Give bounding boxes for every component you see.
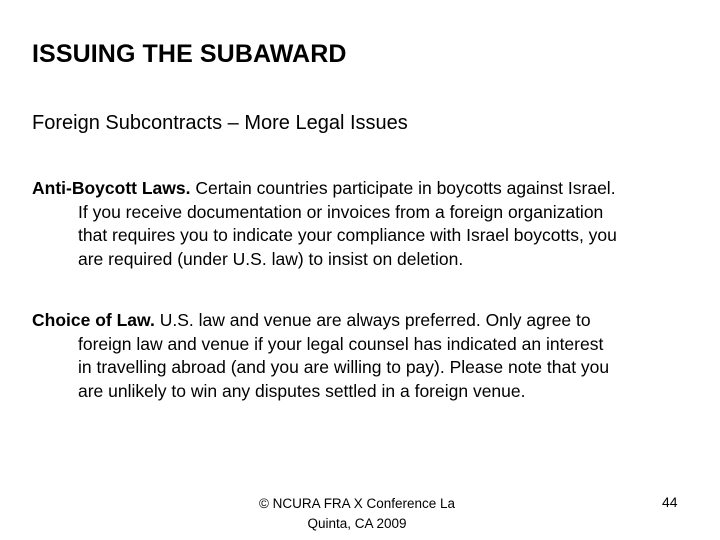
paragraph-choice-of-law [32,309,692,403]
paragraph-first-line [32,177,692,201]
paragraph-text: are required (under U.S. law) to insist on deletion. [78,248,464,269]
paragraph-text: U.S. law and venue are always preferred. Only agree to [154,310,591,330]
paragraph-text: that requires you to indicate your compliance with Israel boycotts, you [78,225,617,245]
paragraph-text: If you receive documentation or invoices from a foreign organization [78,201,604,222]
slide-title: ISSUING THE SUBAWARD [32,40,347,68]
paragraph-text: foreign law and venue if your legal counsel has indicated an interest [78,333,604,354]
paragraph-text: are unlikely to win any disputes settled in a foreign venue. [78,380,526,401]
slide-subtitle: Foreign Subcontracts – More Legal Issues [32,112,408,134]
footer-credit-line: Quinta, CA 2009 [307,516,407,531]
footer-credit [242,494,472,534]
paragraph-text: Certain countries participate in boycotts against Israel. [190,178,616,198]
page-number: 44 [662,494,678,510]
paragraph-term: Anti-Boycott Laws. [32,178,191,198]
paragraph-anti-boycott-laws [32,177,692,271]
paragraph-first-line [32,309,692,333]
footer-credit-line: © NCURA FRA X Conference La [258,496,456,511]
paragraph-term: Choice of Law. [32,310,155,330]
paragraph-text: in travelling abroad (and you are willing to pay). Please note that you [78,357,610,377]
